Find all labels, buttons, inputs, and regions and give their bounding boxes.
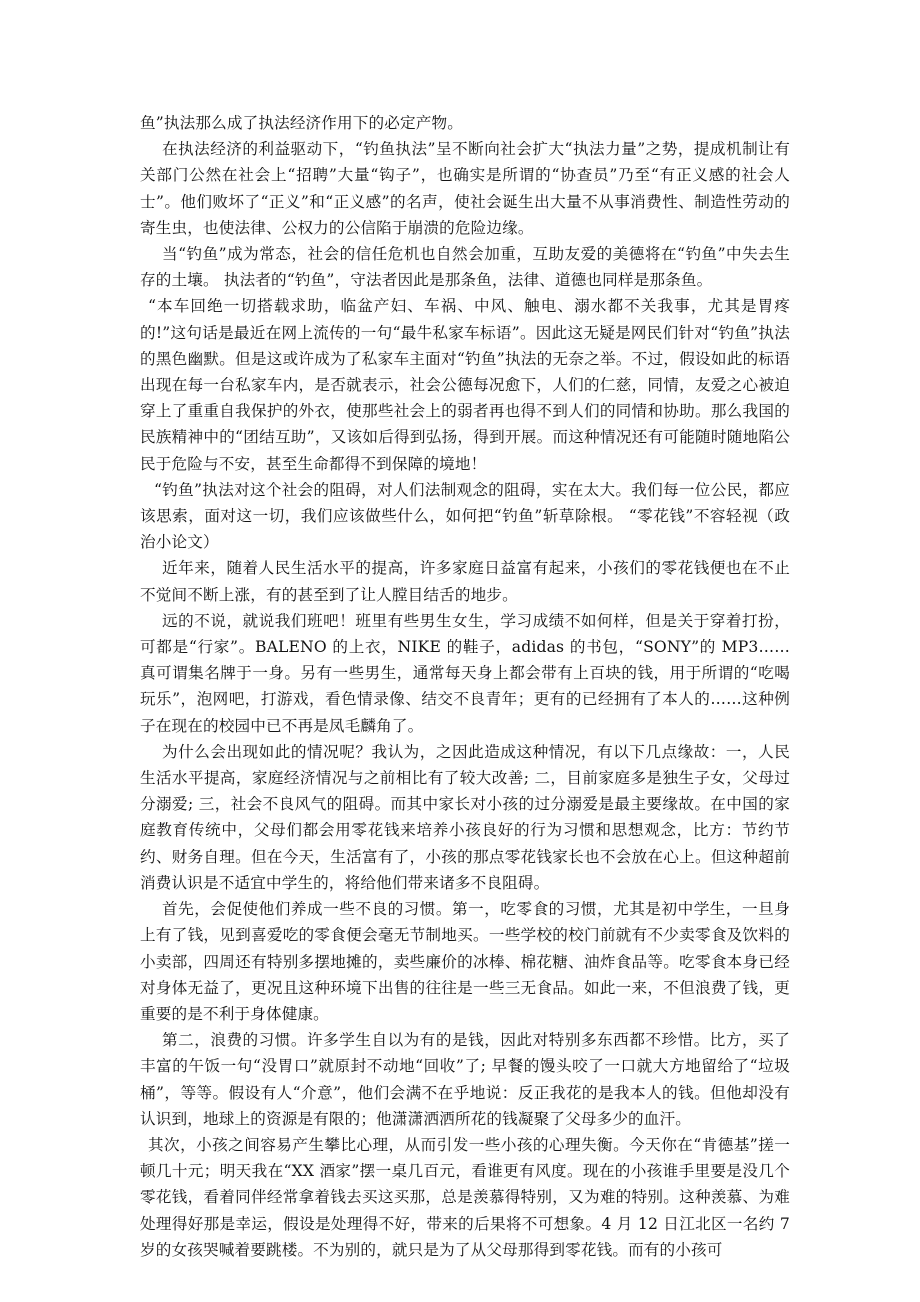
- paragraph: 鱼”执法那么成了执法经济作用下的必定产物。: [140, 114, 463, 132]
- paragraph: 为什么会出现如此的情况呢？我认为，之因此造成这种情况，有以下几点缘故：一，人民生活水平提高，家庭经济情况与之前相比有了较大改善; 二，目前家庭多是独生子女，父母过分溺爱; 三，社会不良风气的阻碍。而其中家长对小孩的过分溺爱是最主要缘故。在中国的家庭教育传统中，父母们都会用零花钱来培养小孩良好的行为习惯和思想观念，比方：节约节约、财务自理。但在今天，生活富有了，小孩的那点零花钱家长也不会放在心上。但这种超前消费认识是不适宜中学生的，将给他们带来诸多不良阻碍。: [140, 742, 790, 892]
- paragraph: “本车回绝一切搭载求助，临盆产妇、车祸、中风、触电、溺水都不关我事，尤其是胃疼的!”这句话是最近在网上流传的一句“最牛私家车标语”。因此这无疑是网民们针对“钓鱼”执法的黑色幽默。但是这或许成为了私家车主面对“钓鱼”执法的无奈之举。不过，假设如此的标语出现在每一台私家车内，是否就表示，社会公德每况愈下，人们的仁慈，同情，友爱之心被迫穿上了重重自我保护的外衣，使那些社会上的弱者再也得不到人们的同情和协助。那么我国的民族精神中的“团结互助”，又该如后得到弘扬，得到开展。而这种情况还有可能随时随地陷公民于危险与不安，甚至生命都得不到保障的境地！: [140, 297, 790, 473]
- paragraph: 第二，浪费的习惯。许多学生自以为有的是钱，因此对特别多东西都不珍惜。比方，买了丰富的午饭一句“没胃口”就原封不动地“回收”了; 早餐的馒头咬了一口就大方地留给了“垃圾桶”，等等。假设有人“介意”，他们会满不在乎地说：反正我花的是我本人的钱。但他却没有认识到，地球上的资源是有限的；他潇潇洒洒所花的钱凝聚了父母多少的血汗。: [140, 1031, 790, 1128]
- paragraph: 近年来，随着人民生活水平的提高，许多家庭日益富有起来，小孩们的零花钱便也在不止不觉间不断上涨，有的甚至到了让人膛目结舌的地步。: [140, 559, 790, 604]
- paragraph: “钓鱼”执法对这个社会的阻碍，对人们法制观念的阻碍，实在太大。我们每一位公民，都应该思索，面对这一切，我们应该做些什么，如何把“钓鱼”斩草除根。 “零花钱”不容轻视（政治小论文）: [140, 480, 790, 552]
- paragraph: 首先，会促使他们养成一些不良的习惯。第一，吃零食的习惯，尤其是初中学生，一旦身上有了钱，见到喜爱吃的零食便会毫无节制地买。一些学校的校门前就有不少卖零食及饮料的小卖部，四周还有特别多摆地摊的，卖些廉价的冰棒、棉花糖、油炸食品等。吃零食本身已经对身体无益了，更况且这种环境下出售的往往是一些三无食品。如此一来，不但浪费了钱，更重要的是不利于身体健康。: [140, 900, 790, 1023]
- paragraph: 远的不说，就说我们班吧！班里有些男生女生，学习成绩不如何样，但是关于穿着打扮，可都是“行家”。BALENO 的上衣，NIKE 的鞋子，adidas 的书包，“SONY”的 MP3……真可谓集名牌于一身。另有一些男生，通常每天身上都会带有上百块的钱，用于所谓的“吃喝玩乐”，泡网吧，打游戏，看色情录像、结交不良青年；更有的已经拥有了本人的……这种例子在现在的校园中已不再是凤毛麟角了。: [140, 611, 790, 735]
- document-body: [140, 110, 790, 1263]
- paragraph: 在执法经济的利益驱动下，“钓鱼执法”呈不断向社会扩大“执法力量”之势，提成机制让有关部门公然在社会上“招聘”大量“钩子”，也确实是所谓的“协查员”乃至“有正义感的社会人士”。他们败坏了“正义”和“正义感”的名声，使社会诞生出大量不从事消费性、制造性劳动的寄生虫，也使法律、公权力的公信陷于崩溃的危险边缘。: [140, 140, 790, 237]
- paragraph: 其次，小孩之间容易产生攀比心理，从而引发一些小孩的心理失衡。今天你在“肯德基”搓一顿几十元；明天我在“XX 酒家”摆一桌几百元，看谁更有风度。现在的小孩谁手里要是没几个零花钱，看着同伴经常拿着钱去买这买那，总是羡慕得特别，又为难的特别。这种羡慕、为难处理得好那是幸运，假设是处理得不好，带来的后果将不可想象。4 月 12 日江北区一名约 7 岁的女孩哭喊着要跳楼。不为别的，就只是为了从父母那得到零花钱。而有的小孩可: [140, 1135, 790, 1259]
- paragraph: 当“钓鱼”成为常态，社会的信任危机也自然会加重，互助友爱的美德将在“钓鱼”中失去生存的土壤。 执法者的“钓鱼”，守法者因此是那条鱼，法律、道德也同样是那条鱼。: [140, 245, 790, 290]
